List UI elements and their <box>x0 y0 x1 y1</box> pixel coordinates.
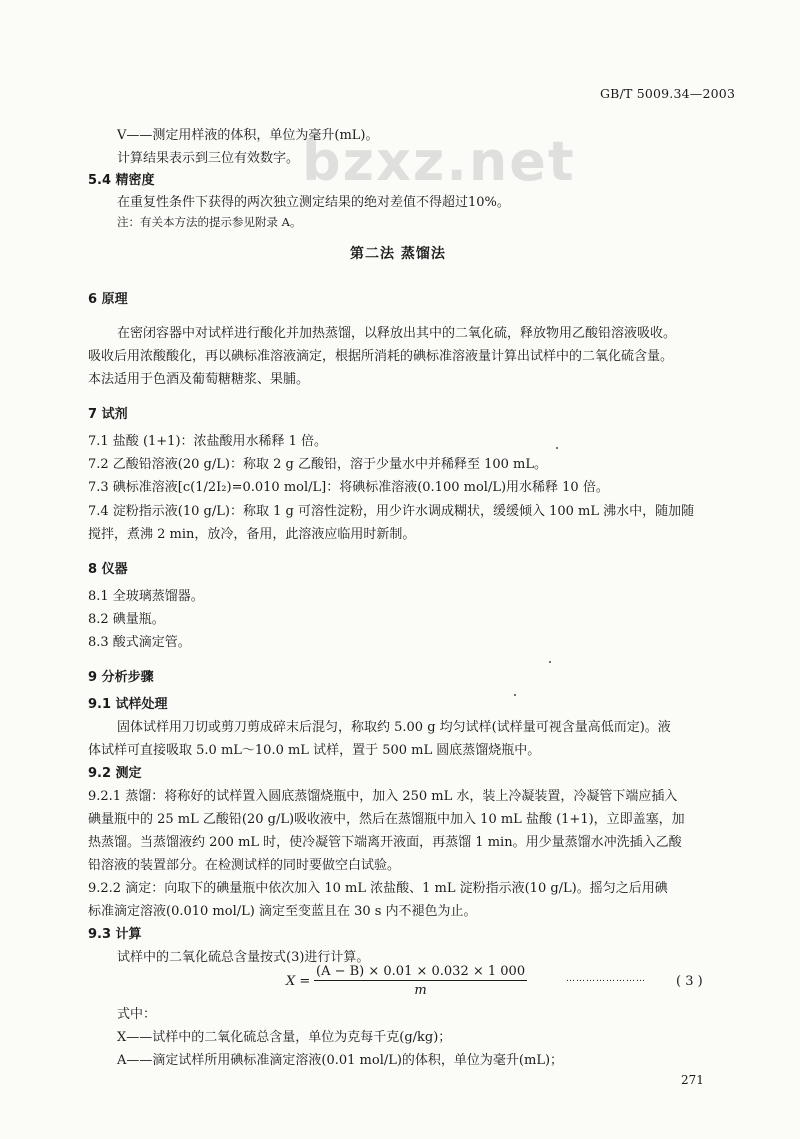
formula-lhs: X = <box>286 974 311 989</box>
standard-number: GB/T 5009.34—2003 <box>600 86 736 101</box>
principle-line-3: 本法适用于色酒及葡萄糖糖浆、果脯。 <box>88 372 310 387</box>
formula-denominator: m <box>414 983 427 998</box>
principle-line-2: 吸收后用浓酸酸化，再以碘标准溶液滴定，根据所消耗的碘标准溶液量计算出试样中的二氧化硫含量。 <box>88 349 674 364</box>
section-8-heading: 8 仪器 <box>88 562 128 577</box>
section-5-4-text: 在重复性条件下获得的两次独立测定结果的绝对差值不得超过10%。 <box>117 195 510 210</box>
section-9-2-heading: 9.2 测定 <box>88 766 142 781</box>
where-label: 式中： <box>117 1007 157 1022</box>
apparatus-8-2: 8.2 碘量瓶。 <box>88 612 165 627</box>
sample-prep-line-1: 固体试样用刀切或剪刀剪成碎末后混匀，称取约 5.00 g 均匀试样(试样量可视含量高低而定)。液 <box>117 720 671 735</box>
distillation-line-3: 热蒸馏。当蒸馏液约 200 mL 时，使冷凝管下端离开液面，再蒸馏 1 min。用少量蒸馏水冲洗插入乙酸 <box>88 835 682 850</box>
formula-number: ( 3 ) <box>676 974 703 989</box>
distillation-line-2: 碘量瓶中的 25 mL 乙酸铅(20 g/L)吸收液中，然后在蒸馏瓶中加入 10 mL 盐酸 (1+1)，立即盖塞，加 <box>88 812 685 827</box>
scan-speck <box>514 694 516 696</box>
result-precision-line: 计算结果表示到三位有效数字。 <box>117 151 300 166</box>
titration-line-2: 标准滴定溶液(0.010 mol/L) 滴定至变蓝且在 30 s 内不褪色为止。 <box>88 904 477 919</box>
formula-fraction <box>314 964 527 998</box>
section-9-heading: 9 分析步骤 <box>88 670 154 685</box>
calculation-intro: 试样中的二氧化硫总含量按式(3)进行计算。 <box>117 950 370 965</box>
sample-prep-line-2: 体试样可直接吸取 5.0 mL～10.0 mL 试样，置于 500 mL 圆底蒸馏烧瓶中。 <box>88 743 541 758</box>
reagent-7-2: 7.2 乙酸铅溶液(20 g/L)：称取 2 g 乙酸铅，溶于少量水中并稀释至 100 mL。 <box>88 457 547 472</box>
reagent-7-4-cont: 搅拌，煮沸 2 min，放冷，备用，此溶液应临用时新制。 <box>88 527 416 542</box>
apparatus-8-3: 8.3 酸式滴定管。 <box>88 635 191 650</box>
page-number: 271 <box>681 1073 704 1087</box>
section-6-heading: 6 原理 <box>88 292 128 307</box>
section-9-3-heading: 9.3 计算 <box>88 927 142 942</box>
scan-speck <box>549 661 551 663</box>
titration-line-1: 9.2.2 滴定：向取下的碘量瓶中依次加入 10 mL 浓盐酸、1 mL 淀粉指示液(10 g/L)。摇匀之后用碘 <box>88 881 668 896</box>
reagent-7-3: 7.3 碘标准溶液[c(1/2I₂)=0.010 mol/L]：将碘标准溶液(0.100 mol/L)用水稀释 10 倍。 <box>88 480 609 495</box>
distillation-line-4: 铅溶液的装置部分。在检测试样的同时要做空白试验。 <box>88 858 401 873</box>
distillation-line-1: 9.2.1 蒸馏：将称好的试样置入圆底蒸馏烧瓶中，加入 250 mL 水，装上冷凝装置，冷凝管下端应插入 <box>88 789 678 804</box>
method-title: 第二法 蒸馏法 <box>350 246 446 262</box>
principle-line-1: 在密闭容器中对试样进行酸化并加热蒸馏，以释放出其中的二氧化硫，释放物用乙酸铅溶液吸收。 <box>117 326 677 341</box>
definition-a: A——滴定试样所用碘标准滴定溶液(0.01 mol/L)的体积，单位为毫升(mL)； <box>117 1053 564 1068</box>
apparatus-8-1: 8.1 全玻璃蒸馏器。 <box>88 589 204 604</box>
formula-leader: …………………… <box>566 974 646 984</box>
reagent-7-1: 7.1 盐酸 (1+1)：浓盐酸用水稀释 1 倍。 <box>88 434 328 449</box>
section-9-1-heading: 9.1 试样处理 <box>88 697 168 712</box>
scan-speck <box>556 447 558 449</box>
section-7-heading: 7 试剂 <box>88 407 128 422</box>
definition-x: X——试样中的二氧化硫总含量，单位为克每千克(g/kg)； <box>117 1030 452 1045</box>
section-5-4-heading: 5.4 精密度 <box>88 173 155 188</box>
variable-definition-v: V——测定用样液的体积，单位为毫升(mL)。 <box>117 128 379 143</box>
watermark: bzxz.net <box>302 130 576 193</box>
reagent-7-4: 7.4 淀粉指示液(10 g/L)：称取 1 g 可溶性淀粉，用少许水调成糊状，缓缓倾入 100 mL 沸水中，随加随 <box>88 504 695 519</box>
formula-numerator: (A − B) × 0.01 × 0.032 × 1 000 <box>316 964 526 979</box>
note-appendix: 注：有关本方法的提示参见附录 A。 <box>117 215 302 229</box>
